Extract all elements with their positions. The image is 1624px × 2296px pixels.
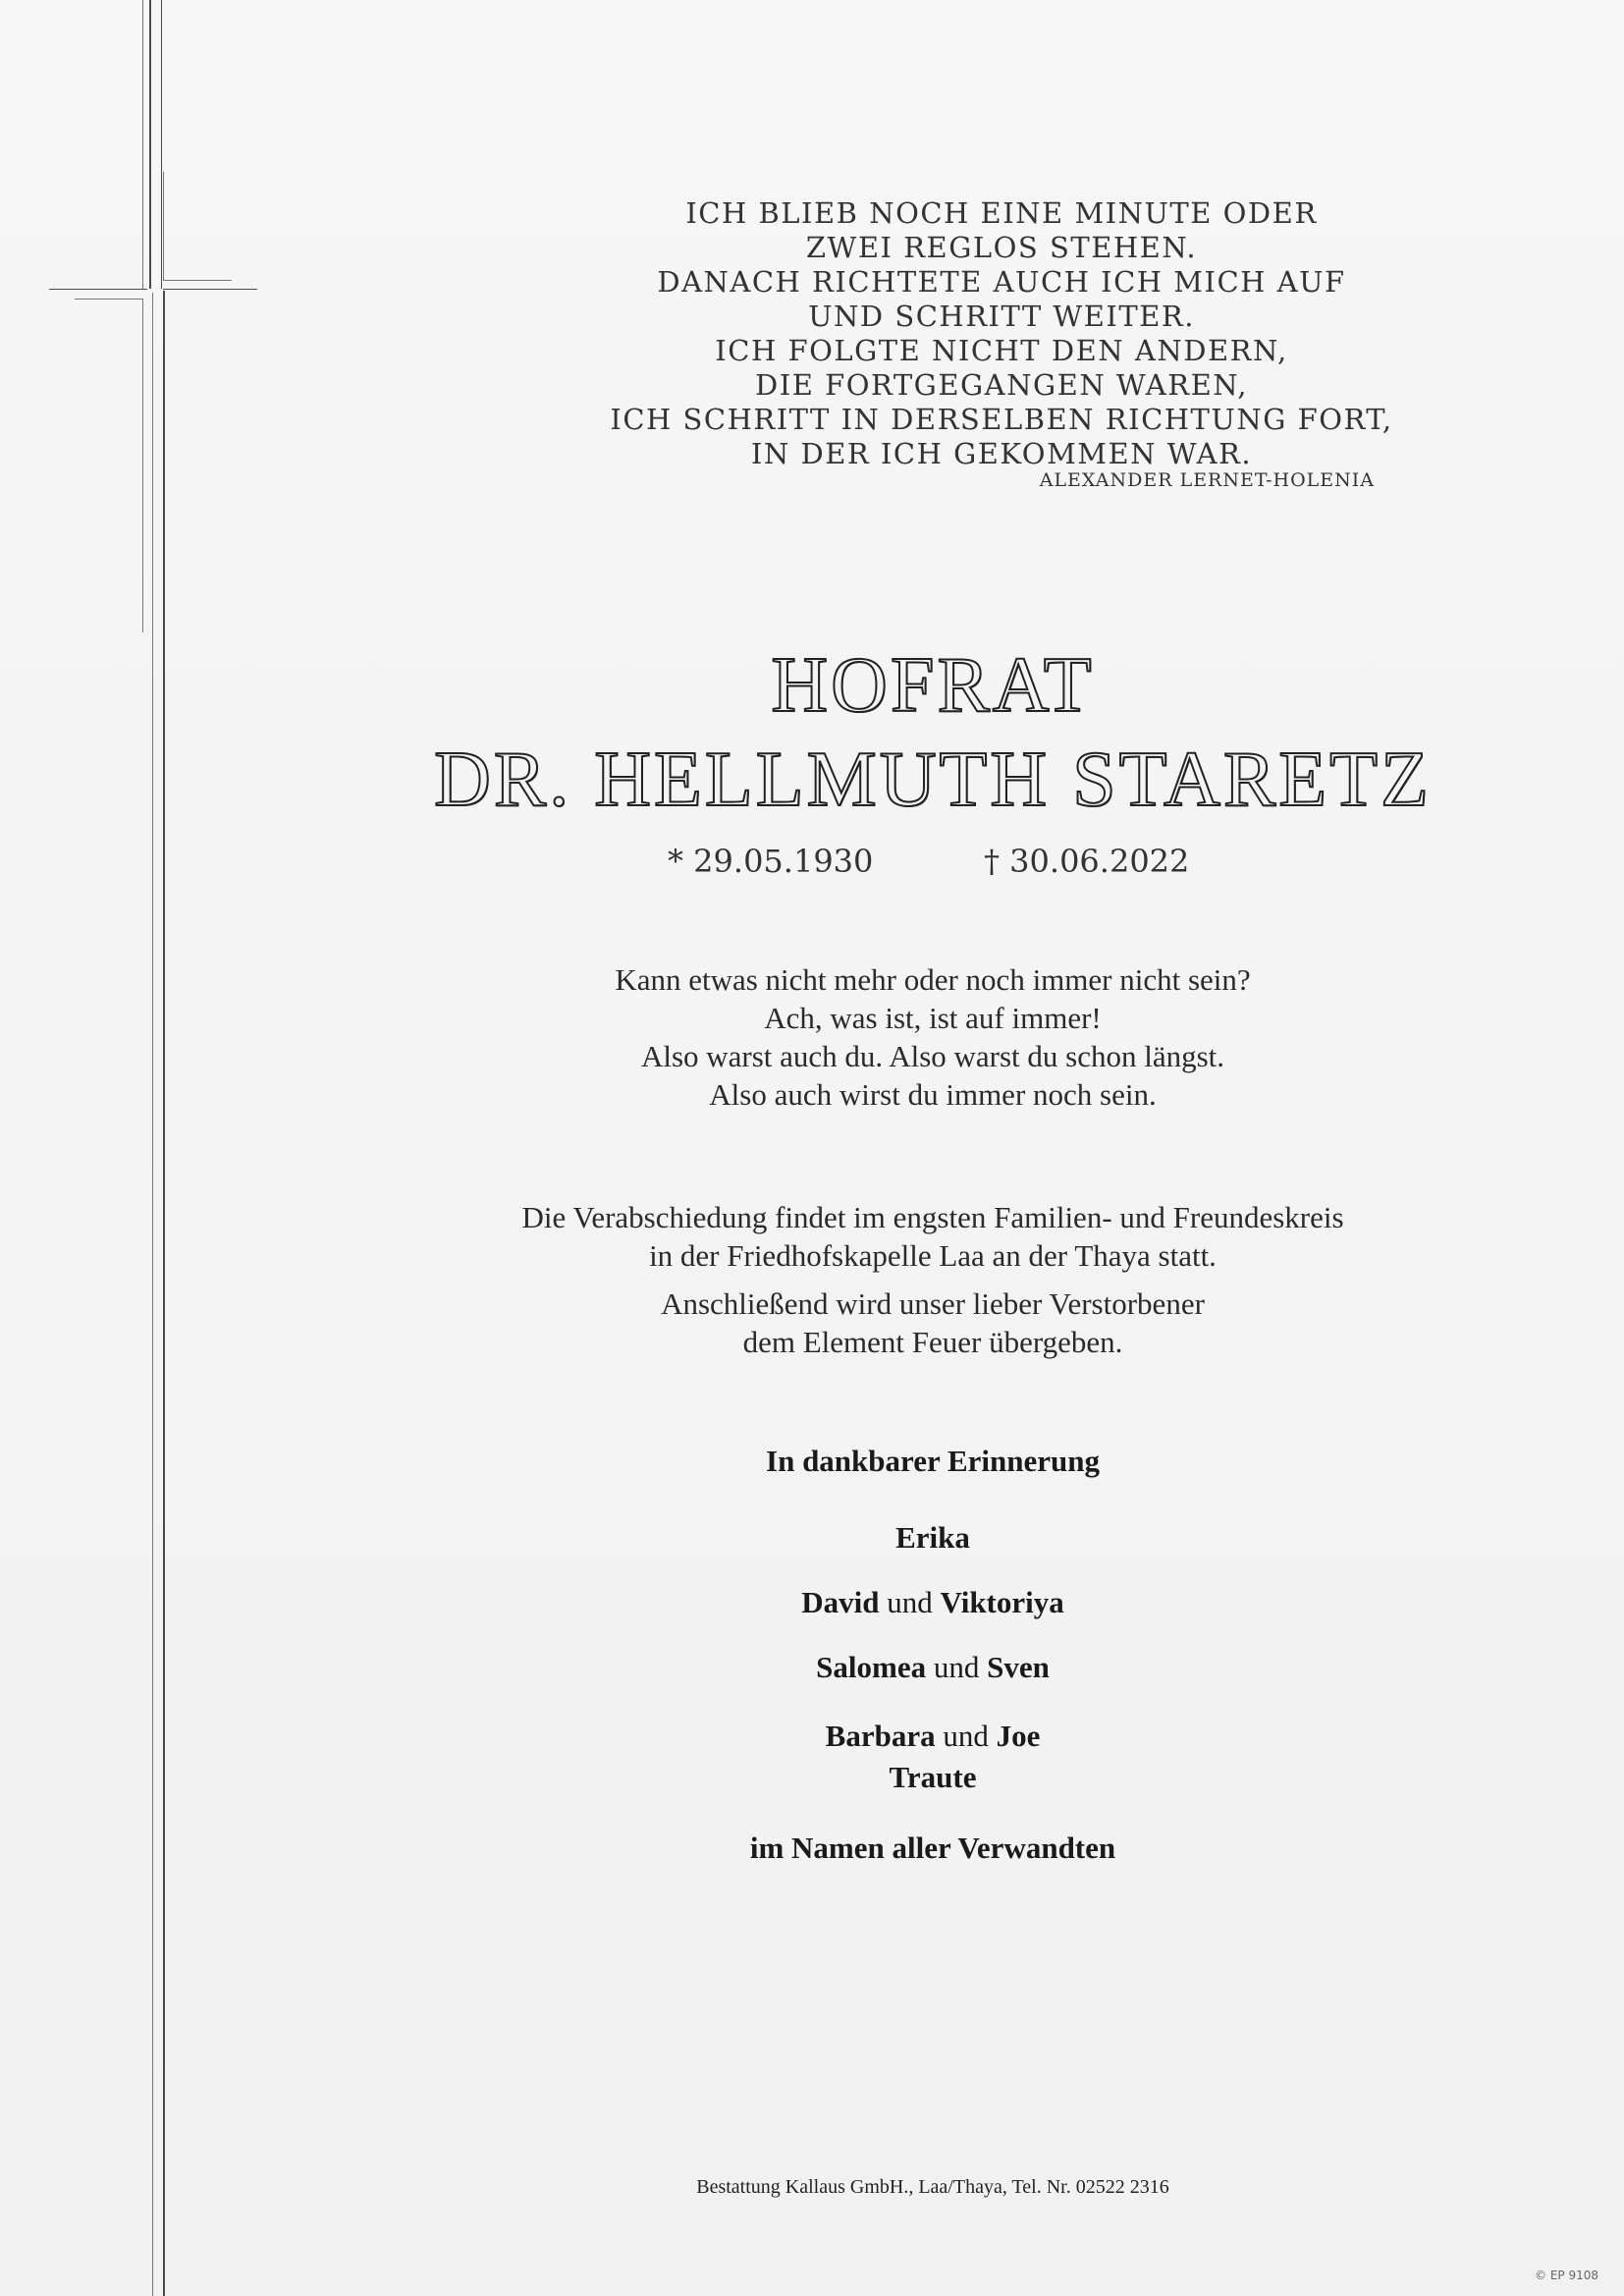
info-line: in der Friedhofskapelle Laa an der Thaya statt. [649,1238,1217,1273]
ceremony-info [412,1198,1453,1361]
deceased-title: HOFRAT [771,642,1095,729]
deceased-name-block [295,638,1571,827]
info-line: dem Element Feuer übergeben. [742,1325,1123,1359]
mourner-row-salomea: Salomea und Sven [816,1650,1050,1684]
mourner-erika: Erika [895,1520,970,1555]
info-line: Die Verabschiedung findet im engsten Familien- und Freundeskreis [521,1200,1344,1234]
poem-quote [609,196,1394,471]
mourner-row-david: David und Viktoriya [801,1585,1064,1619]
mourner-row-barbara: Barbara und Joe [825,1719,1041,1753]
poem-line: ICH FOLGTE NICHT DEN ANDERN, [715,334,1288,367]
family-mourners [540,1444,1326,1866]
mourner-traute: Traute [889,1760,977,1794]
poem-line: DANACH RICHTETE AUCH ICH MICH AUF [657,265,1346,299]
verse-line: Also warst auch du. Also warst du schon längst. [640,1039,1225,1073]
poem-line: UND SCHRITT WEITER. [808,300,1195,333]
verse-line: Kann etwas nicht mehr oder noch immer nicht sein? [615,962,1251,997]
cremation-paragraph [412,1285,1453,1361]
poem-author: ALEXANDER LERNET-HOLENIA [1039,469,1375,491]
memorial-verse [442,960,1424,1114]
verse-line: Ach, was ist, ist auf immer! [764,1001,1102,1035]
poem-line: ICH BLIEB NOCH EINE MINUTE ODER [685,196,1318,230]
poem-line: DIE FORTGEGANGEN WAREN, [755,368,1248,402]
poem-line: ZWEI REGLOS STEHEN. [805,231,1198,264]
family-closing: im Namen aller Verwandten [749,1831,1116,1865]
death-date: † 30.06.2022 [984,843,1190,880]
info-line: Anschließend wird unser lieber Verstorbener [661,1286,1205,1321]
poem-line: IN DER ICH GEKOMMEN WAR. [750,437,1253,470]
verse-line: Also auch wirst du immer noch sein. [709,1077,1157,1112]
deceased-name: DR. HELLMUTH STARETZ [434,737,1432,823]
ceremony-paragraph [412,1198,1453,1275]
life-dates [668,843,1218,892]
birth-date: * 29.05.1930 [668,843,874,880]
funeral-home-footer: Bestattung Kallaus GmbH., Laa/Thaya, Tel. Nr. 02522 2316 [696,2176,1169,2198]
poem-line: ICH SCHRITT IN DERSELBEN RICHTUNG FORT, [610,403,1393,436]
print-code: © EP 9108 [1535,2269,1598,2282]
family-heading: In dankbarer Erinnerung [766,1444,1100,1478]
